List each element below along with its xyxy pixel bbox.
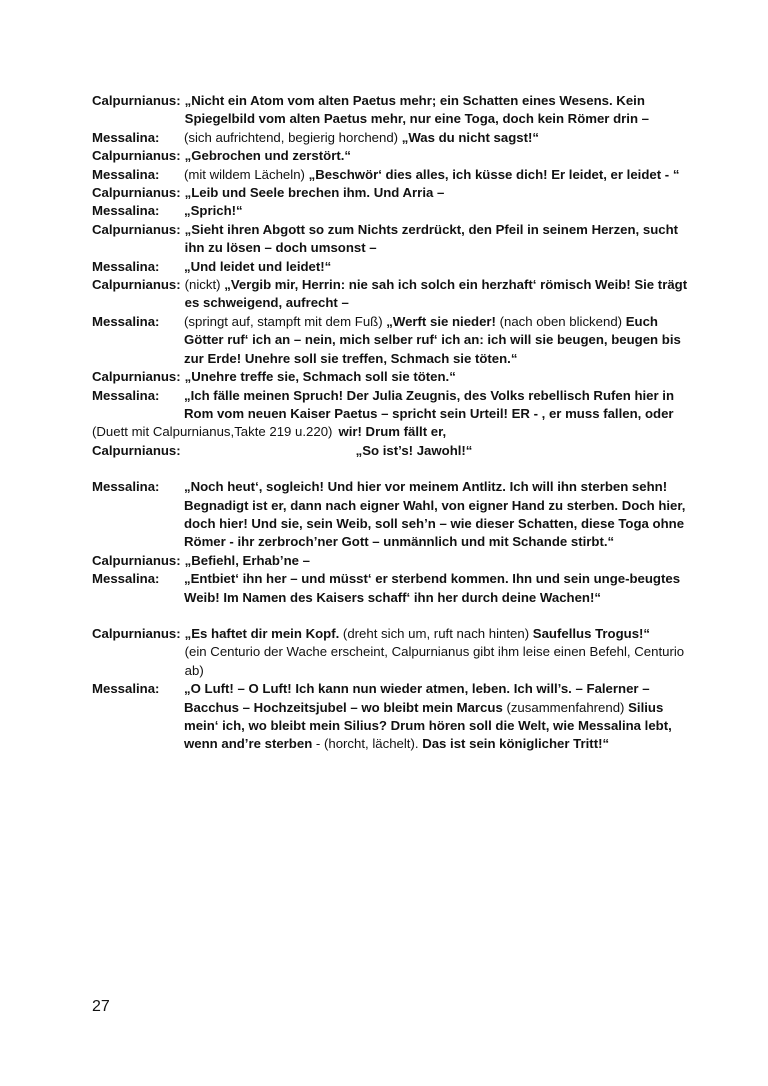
speaker-name: Calpurnianus: (92, 93, 181, 108)
line-text: „Es haftet dir mein Kopf. (dreht sich um, ruft nach hinten) Saufellus Trogus!“ (ein Centurio der Wache erscheint, Calpurnianus gibt ihm leise einen Befehl, Centurio ab) (184, 625, 685, 678)
speaker-name: Messalina: (92, 129, 160, 145)
speaker-name: Calpurnianus: (92, 185, 181, 201)
duet-note-line (92, 423, 692, 441)
line-messalina (92, 478, 692, 552)
line-messalina (92, 166, 692, 184)
stage-direction: (ein Centurio der Wache erscheint, Calpurnianus gibt ihm leise einen Befehl, Centurio ab) (184, 644, 685, 678)
stage-direction: (nickt) (184, 277, 225, 293)
line-messalina (92, 202, 692, 220)
speaker-name: Calpurnianus: (92, 442, 181, 458)
line-text: (springt auf, stampft mit dem Fuß) „Werft sie nieder! (nach oben blickend) Euch Götter ruf‘ ich an – nein, mich selber ruf‘ ich an: ich will sie beugen, beugen bis zur Erde! Unehre soll sie treffen, Schmach sie töten.“ (184, 313, 681, 366)
line-text: „Und leidet und leidet!“ (184, 258, 332, 274)
duet-reply-line (92, 442, 692, 460)
speaker-name: Messalina: (92, 313, 160, 329)
speaker-name: Messalina: (92, 166, 160, 182)
line-text: „Noch heut‘, sogleich! Und hier vor meinem Antlitz. Ich will ihn sterben sehn! Begnadigt ist er, dann nach eigner Wahl, von eigner Hand zu sterben. Doch hier, doch hier! Und sie, sein Weib, soll seh’n – wie dieser Schatten, diese Toga ohne Römer - ihr zerbroch’ner Gott – unmännlich und mit Schande stirbt.“ (184, 479, 686, 550)
line-calpurnianus (92, 552, 692, 570)
line-messalina (92, 129, 692, 147)
line-calpurnianus (92, 625, 692, 680)
speaker-name: Messalina: (92, 387, 160, 403)
spacer (92, 460, 692, 478)
line-messalina (92, 387, 692, 424)
speaker-name: Messalina: (92, 258, 160, 274)
line-calpurnianus (92, 184, 692, 202)
page-number: 27 (92, 998, 110, 1015)
spacer (92, 607, 692, 625)
stage-direction: (nach oben blickend) (495, 313, 626, 329)
line-text: „Nicht ein Atom vom alten Paetus mehr; ein Schatten eines Wesens. Kein Spiegelbild vom alten Paetus mehr, nur eine Toga, doch kein Römer drin – (184, 93, 650, 127)
line-messalina (92, 680, 692, 754)
line-calpurnianus (92, 368, 692, 386)
line-calpurnianus (92, 221, 692, 258)
line-text: „Sieht ihren Abgott so zum Nichts zerdrückt, den Pfeil in seinem Herzen, sucht ihn zu lösen – doch umsonst – (184, 221, 679, 256)
speaker-name: Calpurnianus: (92, 277, 181, 293)
stage-direction: (mit wildem Lächeln) (184, 166, 309, 182)
stage-direction: (springt auf, stampft mit dem Fuß) (184, 313, 387, 329)
speaker-name: Calpurnianus: (92, 369, 181, 385)
stage-direction: (zusammenfahrend) (502, 699, 629, 715)
line-text: „O Luft! – O Luft! Ich kann nun wieder atmen, leben. Ich will’s. – Falerner – Bacchus – Hochzeitsjubel – wo bleibt mein Marcus (zusammenfahrend) Silius mein‘ ich, wo bleibt mein Silius? Drum hören soll die Welt, wie Messalina lebt, wenn and’re sterben - (horcht, lächelt). Das ist sein königlicher Tritt!“ (184, 681, 672, 752)
stage-direction: (sich aufrichtend, begierig horchend) (184, 129, 402, 145)
stage-direction: - (horcht, lächelt). (315, 736, 423, 752)
line-messalina (92, 258, 692, 276)
speaker-name: Messalina: (92, 681, 160, 697)
line-text: „Leib und Seele brechen ihm. Und Arria – (184, 185, 445, 201)
speaker-name: Calpurnianus: (92, 221, 181, 237)
line-calpurnianus (92, 276, 692, 313)
line-text: „Ich fälle meinen Spruch! Der Julia Zeugnis, des Volks rebellisch Rufen hier in Rom vom neuen Kaiser Paetus – spricht sein Urteil! ER - , er muss fallen, oder (184, 387, 675, 421)
line-text: „Sprich!“ (184, 203, 243, 219)
duet-note: (Duett mit Calpurnianus,Takte 219 u.220) (92, 424, 333, 440)
line-text: (mit wildem Lächeln) „Beschwör‘ dies alles, ich küsse dich! Er leidet, er leidet - “ (184, 166, 680, 182)
line-text: (sich aufrichtend, begierig horchend) „Was du nicht sagst!“ (184, 129, 539, 145)
line-messalina (92, 570, 692, 607)
line-messalina (92, 313, 692, 368)
speaker-name: Messalina: (92, 479, 160, 495)
speaker-name: Messalina: (92, 203, 160, 219)
duet-text: wir! Drum fällt er, (338, 424, 447, 440)
line-text: „Befiehl, Erhab’ne – (184, 552, 310, 568)
line-text: (nickt) „Vergib mir, Herrin: nie sah ich solch ein herzhaft‘ römisch Weib! Sie trägt es schweigend, aufrecht – (184, 277, 688, 311)
line-text: „Unehre treffe sie, Schmach soll sie töten.“ (184, 369, 456, 385)
speaker-name: Calpurnianus: (92, 552, 181, 568)
line-text: „Gebrochen und zerstört.“ (184, 148, 351, 164)
line-calpurnianus (92, 147, 692, 165)
duet-reply: „So ist’s! Jawohl!“ (355, 442, 473, 458)
speaker-name: Messalina: (92, 571, 160, 587)
speaker-name: Calpurnianus: (92, 148, 181, 164)
line-text: „Entbiet‘ ihn her – und müsst‘ er sterbend kommen. Ihn und sein unge-beugtes Weib! Im Namen des Kaisers schaff‘ ihn her durch deine Wachen!“ (184, 571, 681, 605)
speaker-name: Calpurnianus: (92, 625, 181, 641)
stage-direction: (dreht sich um, ruft nach hinten) (339, 625, 533, 641)
line-calpurnianus (92, 92, 692, 129)
script-page (92, 92, 692, 754)
